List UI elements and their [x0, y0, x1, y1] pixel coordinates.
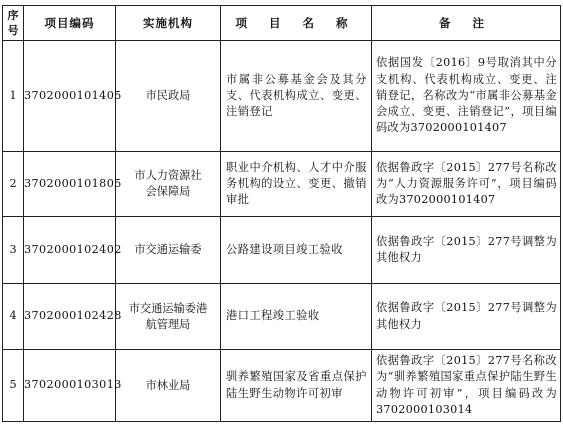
row-code: 3702000101805: [24, 152, 116, 217]
row-seq: 5: [3, 350, 24, 422]
row-name: 职业中介机构、人才中介服务机构的设立、变更、撤销审批: [221, 152, 372, 217]
row-code: 3702000101405: [24, 41, 116, 152]
row-note: 依据鲁政字〔2015〕277号名称改为“人力资源服务许可”，项目编码改为3702000101407: [372, 152, 561, 217]
table-row: [3, 41, 561, 152]
row-org-text: 市交通运输委港航管理局: [128, 301, 208, 331]
row-note: 依据国发〔2016〕9号取消其中分支机构、代表机构成立、变更、注销登记，名称改为“市属非公募基金会成立、变更、注销登记”，项目编码改为3702000101407: [372, 41, 561, 152]
header-note: 备 注: [372, 6, 561, 41]
row-org: 市民政局: [116, 41, 221, 152]
row-name: 公路建设项目竣工验收: [221, 217, 372, 284]
table-row: [3, 217, 561, 284]
row-seq: 2: [3, 152, 24, 217]
row-note: 依据鲁政字〔2015〕277号调整为其他权力: [372, 217, 561, 284]
cancelled-items-table: [2, 5, 561, 422]
row-code: 3702000102402: [24, 217, 116, 284]
row-org: [116, 284, 221, 350]
row-name: 市属非公募基金会及其分支、代表机构成立、变更、注销登记: [221, 41, 372, 152]
table-header-row: [3, 6, 561, 41]
row-code: 3702000102428: [24, 284, 116, 350]
row-name: 港口工程竣工验收: [221, 284, 372, 350]
row-seq: 3: [3, 217, 24, 284]
row-seq: 1: [3, 41, 24, 152]
row-org: [116, 152, 221, 217]
header-name: 项 目 名 称: [221, 6, 372, 41]
row-org-text: 市人力资源社会保障局: [134, 169, 202, 198]
row-note: 依据鲁政字〔2015〕277号调整为其他权力: [372, 284, 561, 350]
table-row: [3, 350, 561, 422]
header-code: 项目编码: [24, 6, 116, 41]
row-name: 驯养繁殖国家及省重点保护陆生野生动物许可初审: [221, 350, 372, 422]
row-org: 市林业局: [116, 350, 221, 422]
row-org: 市交通运输委: [116, 217, 221, 284]
row-code: 3702000103013: [24, 350, 116, 422]
table-row: [3, 284, 561, 350]
row-note: 依据鲁政字〔2015〕277号名称改为“驯养繁殖国家重点保护陆生野生动物许可初审”，项目编码改为3702000103014: [372, 350, 561, 422]
table-row: [3, 152, 561, 217]
header-seq: 序号: [3, 6, 24, 41]
header-org: 实施机构: [116, 6, 221, 41]
row-seq: 4: [3, 284, 24, 350]
